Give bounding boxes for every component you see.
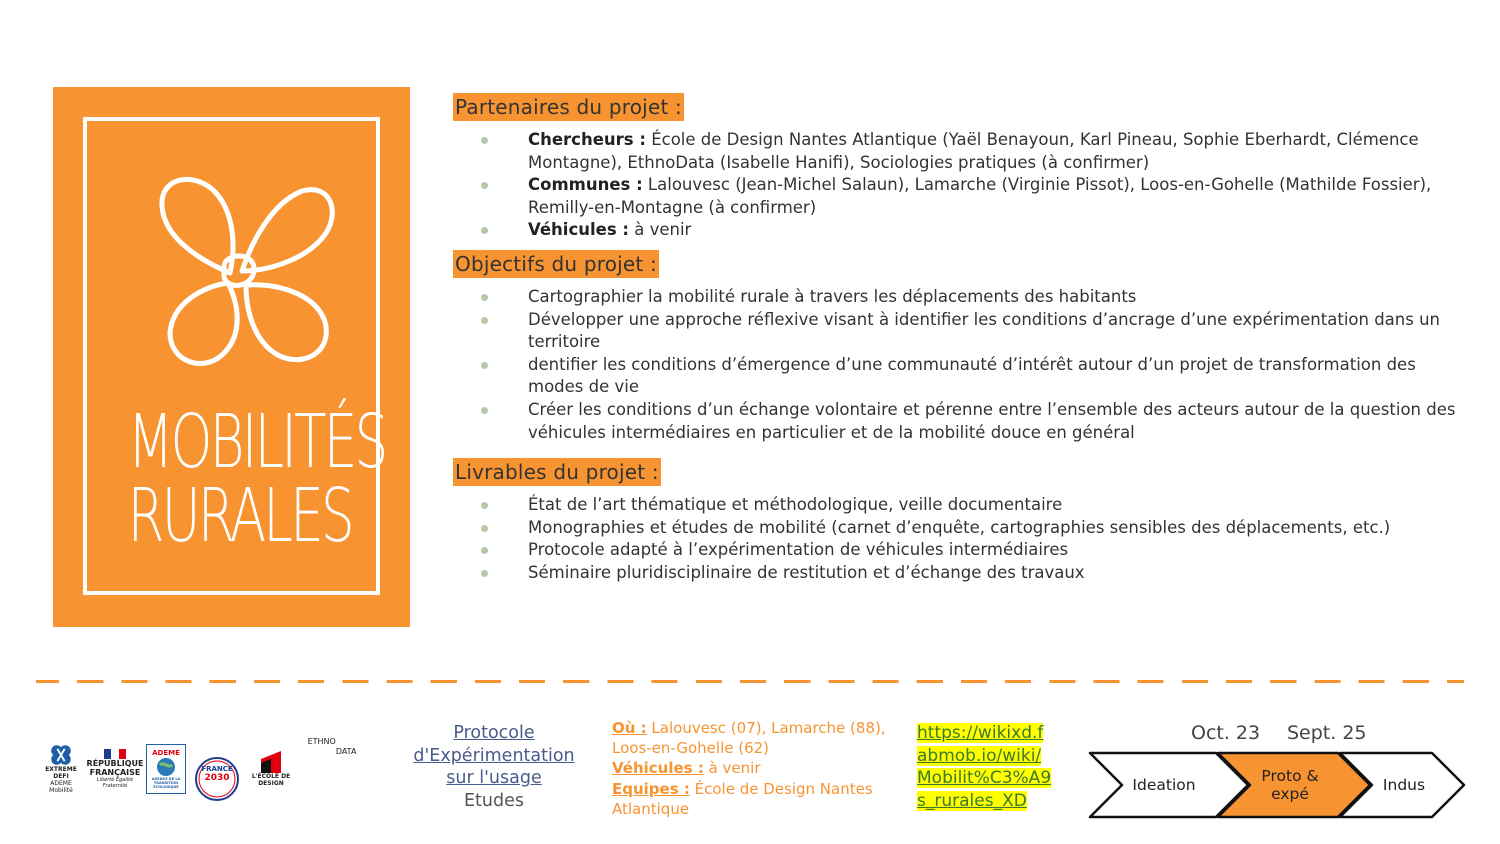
partners-list <box>453 129 1463 242</box>
france-2030-text-2: 2030 <box>204 772 230 783</box>
equipes-text: École de Design Nantes Atlantique <box>612 779 873 818</box>
france-2030-logo <box>194 744 240 794</box>
list-item: Protocole adapté à l’expérimentation de véhicules intermédiaires <box>453 539 1463 562</box>
equipes-label: Equipes : <box>612 779 690 798</box>
section-title-partenaires: Partenaires du projet : <box>455 95 682 119</box>
logo-title-line2: RURALES <box>127 473 352 559</box>
section-title-livrables: Livrables du projet : <box>455 460 659 485</box>
partner-logos <box>38 737 362 796</box>
extreme-defi-subtext: ADEME Mobilité <box>49 780 73 794</box>
date-end: Sept. 25 <box>1287 722 1367 744</box>
extreme-defi-logo <box>38 744 84 794</box>
dashed-divider <box>36 680 1464 683</box>
republique-motto: Liberté Égalité Fraternité <box>96 777 134 789</box>
ethnodata-text-2: DATA <box>335 747 357 756</box>
ecole-design-icon <box>259 751 283 773</box>
list-item: État de l’art thématique et méthodologique, veille documentaire <box>453 494 1463 517</box>
france-2030-text-1: FRANCE <box>201 764 233 773</box>
objectives-list <box>453 286 1463 444</box>
list-item: Séminaire pluridisciplinaire de restitution et d’échange des travaux <box>453 562 1463 585</box>
date-start: Oct. 23 <box>1191 722 1261 744</box>
timeline-step-ideation: Ideation <box>1132 776 1196 794</box>
project-timeline <box>1088 750 1468 820</box>
protocol-link[interactable]: Protocole d'Expérimentation sur l'usage <box>413 723 575 789</box>
ademe-subtext: AGENCE DE LA TRANSITION ÉCOLOGIQUE <box>151 776 181 789</box>
list-item: Monographies et études de mobilité (carnet d’enquête, cartographies sensibles des déplacements, etc.) <box>453 517 1463 540</box>
list-item-label: Chercheurs : <box>528 130 646 149</box>
flower-icon <box>142 161 342 381</box>
ademe-logo <box>146 744 186 794</box>
list-item-label: Communes : <box>528 175 643 195</box>
wiki-link[interactable]: https://wikixd.fabmob.io/wiki/Mobilit%C3%A9s_rurales_XD <box>917 723 1052 811</box>
project-logo <box>53 87 410 627</box>
project-description <box>453 93 1463 591</box>
wiki-link-block <box>917 722 1052 812</box>
ethnodata-logo <box>302 737 362 794</box>
ethnodata-text-1: ETHNO <box>307 737 336 746</box>
list-item: dentifier les conditions d’émergence d’une communauté d’intérêt autour d’un projet de transformation des modes de vie <box>453 354 1463 399</box>
list-item: Cartographier la mobilité rurale à travers les déplacements des habitants <box>453 286 1463 309</box>
list-item-text: à venir <box>629 220 692 240</box>
list-item: Créer les conditions d’un échange volontaire et pérenne entre l’ensemble des acteurs autour de la question des véhicules intermédiaires en particulier et de la mobilité douce en général <box>453 399 1463 444</box>
vehicules-text: à venir <box>703 759 761 778</box>
where-label: Où : <box>612 719 647 737</box>
globe-icon <box>156 757 176 777</box>
french-flag-icon <box>104 749 126 759</box>
protocol-block <box>398 722 590 812</box>
list-item: Développer une approche réflexive visant à identifier les conditions d’ancrage d’une expérimentation dans un territoire <box>453 309 1463 354</box>
timeline-step-indus: Indus <box>1382 776 1426 794</box>
logo-title-line1: MOBILITÉS <box>127 399 386 485</box>
list-item-text: Lalouvesc (Jean-Michel Salaun), Lamarche (Virginie Pissot), Loos-en-Gohelle (Mathilde Fossier), Remilly-en-Montagne (à confirmer) <box>528 175 1432 217</box>
republique-francaise-logo <box>86 744 144 794</box>
protocol-subtitle: Etudes <box>463 790 524 811</box>
ecole-text-1: L'ÉCOLE DE <box>251 773 291 780</box>
list-item-label: Véhicules : <box>528 220 629 240</box>
list-item <box>453 219 1463 242</box>
section-title-objectifs: Objectifs du projet : <box>455 251 657 276</box>
ecole-de-design-logo <box>248 744 294 794</box>
republique-text-1: RÉPUBLIQUE <box>86 759 144 768</box>
deliverables-list <box>453 494 1463 584</box>
extreme-defi-text: EXTREME DEFI <box>45 766 77 780</box>
list-item-text: École de Design Nantes Atlantique (Yaël Benayoun, Karl Pineau, Sophie Eberhardt, Clémence Montagne), EthnoData (Isabelle Hanifi), Sociologies pratiques (à confirmer) <box>528 130 1419 172</box>
list-item <box>453 129 1463 174</box>
where-text: Lalouvesc (07), Lamarche (88), Loos-en-Gohelle (62) <box>612 719 886 758</box>
project-info <box>612 718 902 819</box>
vehicules-label: Véhicules : <box>612 759 704 778</box>
timeline-step-proto: Proto & expé <box>1261 767 1319 803</box>
extreme-defi-icon <box>43 744 79 766</box>
logo-frame <box>83 117 386 595</box>
list-item <box>453 174 1463 219</box>
ecole-text-2: DESIGN <box>258 780 284 787</box>
ademe-text: ADEME <box>152 748 180 757</box>
republique-text-2: FRANÇAISE <box>89 768 141 777</box>
